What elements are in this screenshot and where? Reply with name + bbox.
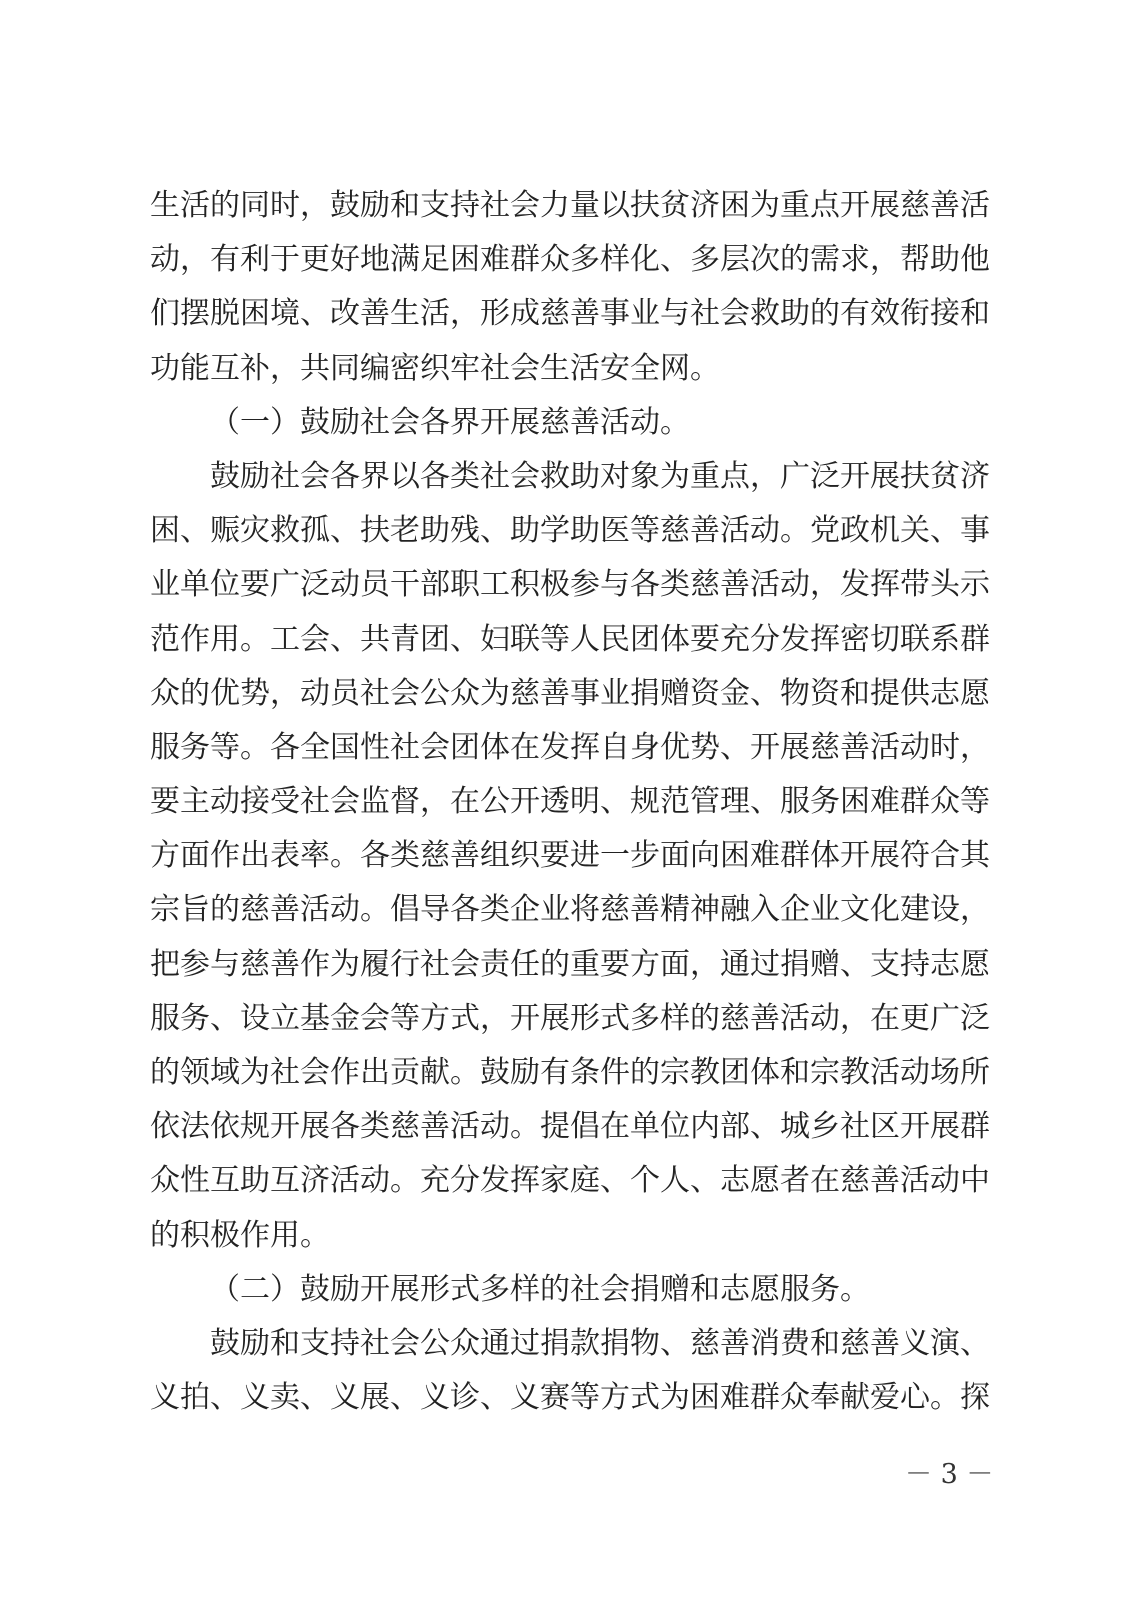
paragraph-line-16: 服务、设立基金会等方式，开展形式多样的慈善活动，在更广泛 [150, 1000, 990, 1036]
paragraph-line-13: 方面作出表率。各类慈善组织要进一步面向困难群体开展符合其 [150, 838, 990, 874]
paragraph-line-11: 服务等。各全国性社会团体在发挥自身优势、开展慈善活动时， [150, 729, 990, 765]
paragraph-line-2: 动，有利于更好地满足困难群众多样化、多层次的需求，帮助他 [150, 242, 990, 278]
paragraph-line-6: 鼓励社会各界以各类社会救助对象为重点，广泛开展扶贫济 [210, 458, 990, 494]
paragraph-line-3: 们摆脱困境、改善生活，形成慈善事业与社会救助的有效衔接和 [150, 296, 990, 332]
paragraph-line-12: 要主动接受社会监督，在公开透明、规范管理、服务困难群众等 [150, 784, 990, 820]
paragraph-line-23: 义拍、义卖、义展、义诊、义赛等方式为困难群众奉献爱心。探 [150, 1380, 990, 1416]
paragraph-line-17: 的领域为社会作出贡献。鼓励有条件的宗教团体和宗教活动场所 [150, 1055, 990, 1090]
paragraph-line-1: 生活的同时，鼓励和支持社会力量以扶贫济困为重点开展慈善活 [150, 188, 990, 223]
section-heading-1: （一）鼓励社会各界开展慈善活动。 [210, 404, 690, 440]
paragraph-line-14: 宗旨的慈善活动。倡导各类企业将慈善精神融入企业文化建设， [150, 892, 990, 928]
paragraph-line-15: 把参与慈善作为履行社会责任的重要方面，通过捐赠、支持志愿 [150, 946, 990, 982]
paragraph-line-19: 众性互助互济活动。充分发挥家庭、个人、志愿者在慈善活动中 [150, 1163, 990, 1199]
paragraph-line-4: 功能互补，共同编密织牢社会生活安全网。 [150, 350, 720, 386]
paragraph-line-7: 困、赈灾救孤、扶老助残、助学助医等慈善活动。党政机关、事 [150, 513, 990, 549]
paragraph-line-8: 业单位要广泛动员干部职工积极参与各类慈善活动，发挥带头示 [150, 567, 990, 603]
paragraph-line-22: 鼓励和支持社会公众通过捐款捐物、慈善消费和慈善义演、 [210, 1325, 990, 1361]
paragraph-line-10: 众的优势，动员社会公众为慈善事业捐赠资金、物资和提供志愿 [150, 675, 990, 711]
page-number: － 3 － [905, 1459, 994, 1490]
section-heading-2: （二）鼓励开展形式多样的社会捐赠和志愿服务。 [210, 1271, 870, 1307]
paragraph-line-9: 范作用。工会、共青团、妇联等人民团体要充分发挥密切联系群 [150, 621, 990, 657]
document-body [150, 179, 990, 1425]
paragraph-line-18: 依法依规开展各类慈善活动。提倡在单位内部、城乡社区开展群 [150, 1109, 990, 1145]
paragraph-line-20: 的积极作用。 [150, 1217, 330, 1253]
